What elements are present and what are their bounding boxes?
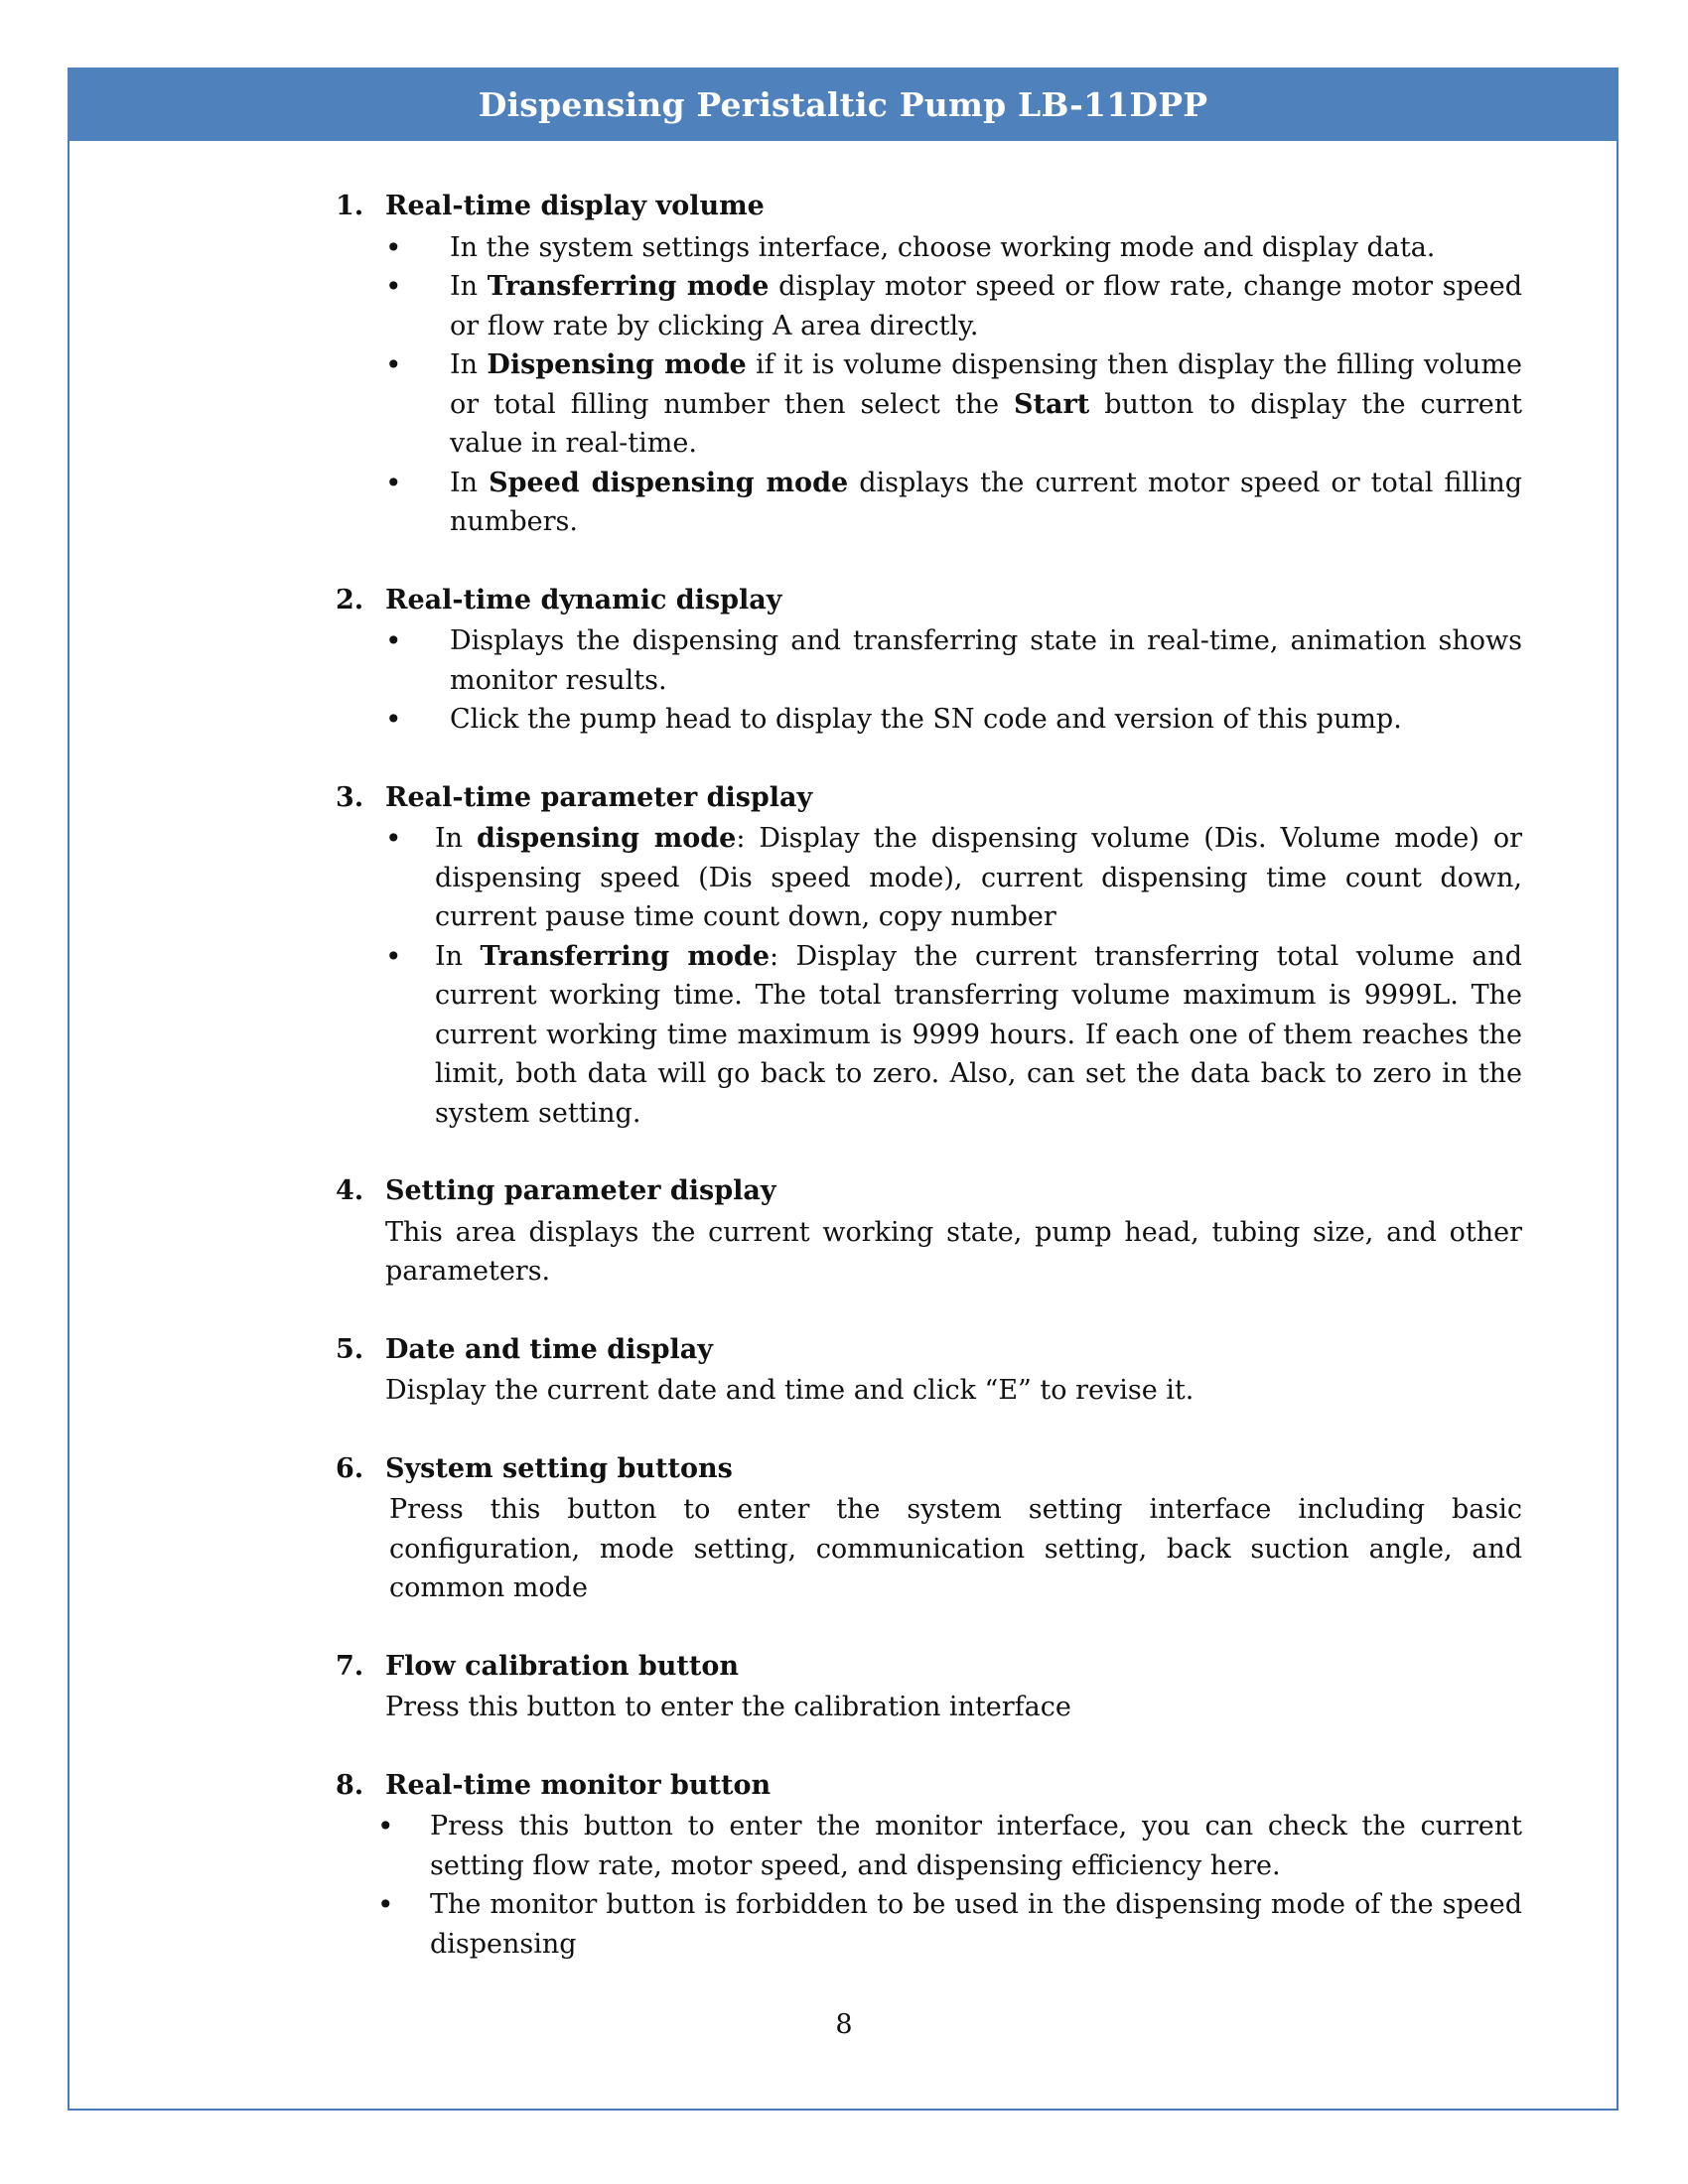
bullet-text: display motor speed or flow rate, change motor speed or flow rate by clicking A area directly.	[450, 271, 1522, 341]
list-item	[336, 1807, 1522, 1885]
bold-term: Start	[1014, 388, 1090, 420]
bold-term: Transferring mode	[487, 271, 770, 302]
section-paragraph: Display the current date and time and click “E” to revise it.	[385, 1375, 1195, 1406]
section-heading	[336, 1449, 1522, 1489]
section-paragraph: Press this button to enter the system setting interface including basic configuration, mode setting, communication setting, back suction angle, and common mode	[389, 1494, 1522, 1603]
bullet-text: In the system settings interface, choose working mode and display data.	[450, 231, 1436, 263]
list-item	[336, 464, 1522, 542]
list-item	[336, 267, 1522, 345]
list-item	[336, 700, 1522, 740]
section-number: 5.	[336, 1333, 364, 1365]
section-heading	[336, 187, 1522, 226]
bullet-list	[336, 228, 1522, 542]
bold-term: Dispensing mode	[487, 349, 747, 380]
list-item	[336, 1885, 1522, 1964]
section-number: 4.	[336, 1175, 364, 1206]
section-title: Real-time parameter display	[385, 781, 813, 813]
bullet-text: : Display the dispensing volume (Dis. Volume mode) or dispensing speed (Dis speed mode), current dispensing time count down, current pause time count down, copy number	[435, 823, 1522, 932]
section-title: Setting parameter display	[385, 1175, 776, 1206]
list-item	[336, 345, 1522, 464]
bullet-text: In	[450, 467, 490, 498]
section-number: 6.	[336, 1452, 364, 1484]
page-title: Dispensing Peristaltic Pump LB-11DPP	[478, 84, 1208, 124]
bullet-text: : Display the current transferring total volume and current working time. The total transferring volume maximum is 9999L. The current working time maximum is 9999 hours. If each one of them reaches the limit, both data will go back to zero. Also, can set the data back to zero in the system setting.	[435, 940, 1522, 1129]
list-item	[336, 621, 1522, 700]
bullet-text: displays the current motor speed or total filling numbers.	[450, 467, 1523, 537]
section-title: Real-time dynamic display	[385, 584, 782, 615]
section-heading	[336, 581, 1522, 620]
bullet-text: The monitor button is forbidden to be used in the dispensing mode of the speed dispensing	[430, 1889, 1522, 1960]
section-2	[336, 581, 1522, 740]
bullet-text: Displays the dispensing and transferring state in real-time, animation shows monitor results.	[450, 625, 1522, 696]
bullet-text: In	[435, 940, 481, 972]
page-header	[68, 68, 1618, 141]
page-number: 8	[835, 2009, 853, 2040]
section-title: Real-time monitor button	[385, 1769, 772, 1801]
bullet-text: Press this button to enter the monitor interface, you can check the current setting flow rate, motor speed, and dispensing efficiency here.	[430, 1811, 1522, 1881]
section-number: 3.	[336, 781, 364, 813]
section-6	[336, 1449, 1522, 1608]
bullet-text: In	[450, 349, 488, 380]
bold-term: dispensing mode	[476, 823, 737, 854]
document-body	[336, 187, 1522, 2002]
bullet-list	[336, 1807, 1522, 1964]
bullet-text: In	[435, 823, 477, 854]
bold-term: Speed dispensing mode	[489, 467, 849, 498]
section-heading	[336, 1647, 1522, 1687]
bullet-text: In	[450, 271, 488, 302]
section-number: 8.	[336, 1769, 364, 1801]
section-3	[336, 778, 1522, 1134]
section-title: Real-time display volume	[385, 191, 765, 221]
section-heading	[336, 1766, 1522, 1806]
bold-term: Transferring mode	[480, 940, 771, 972]
section-8	[336, 1766, 1522, 1965]
section-paragraph: This area displays the current working state, pump head, tubing size, and other parameters.	[385, 1216, 1522, 1287]
section-4	[336, 1171, 1522, 1292]
section-heading	[336, 778, 1522, 818]
section-number: 2.	[336, 584, 364, 615]
section-paragraph: Press this button to enter the calibration interface	[385, 1692, 1071, 1722]
bullet-text: button to display the current value in real-time.	[450, 388, 1523, 459]
bullet-list	[336, 819, 1522, 1133]
section-5	[336, 1330, 1522, 1411]
bullet-text: Click the pump head to display the SN code and version of this pump.	[450, 704, 1402, 735]
list-item	[336, 228, 1522, 268]
section-title: Date and time display	[385, 1333, 713, 1365]
section-1	[336, 187, 1522, 542]
section-7	[336, 1647, 1522, 1727]
section-number: 7.	[336, 1650, 364, 1682]
bullet-text: if it is volume dispensing then display the filling volume or total filling number then select the	[450, 349, 1523, 420]
list-item	[336, 819, 1522, 937]
list-item	[336, 937, 1522, 1134]
section-heading	[336, 1171, 1522, 1211]
section-number: 1.	[336, 191, 364, 221]
section-title: System setting buttons	[385, 1452, 733, 1484]
section-heading	[336, 1330, 1522, 1370]
section-title: Flow calibration button	[385, 1650, 739, 1682]
bullet-list	[336, 621, 1522, 740]
